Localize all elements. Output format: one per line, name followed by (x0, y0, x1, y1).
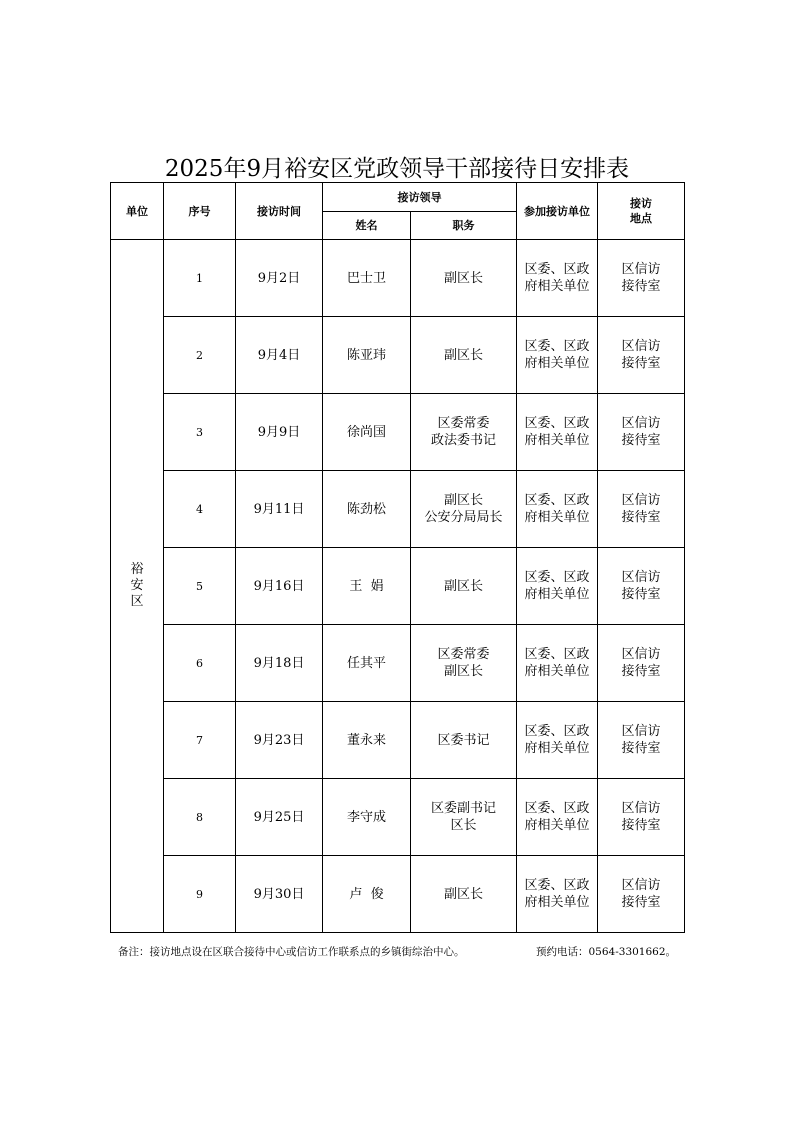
header-unit: 单位 (111, 183, 164, 240)
name-cell: 任其平 (323, 625, 411, 702)
participants-line: 区委、区政 (524, 878, 590, 893)
participants-line: 区委、区政 (524, 647, 590, 662)
header-name: 姓名 (323, 212, 411, 240)
position-cell (411, 471, 517, 548)
position-cell (411, 856, 517, 933)
location-line: 区信访 (621, 801, 661, 816)
header-participants: 参加接访单位 (517, 183, 598, 240)
header-location-line1: 接访 (630, 197, 652, 210)
name-cell: 陈亚玮 (323, 317, 411, 394)
location-cell (598, 625, 685, 702)
position-line: 区委常委 (437, 416, 490, 431)
position-line: 区委常委 (437, 647, 490, 662)
participants-cell (517, 702, 598, 779)
seq-cell: 7 (164, 702, 236, 779)
seq-cell: 2 (164, 317, 236, 394)
location-line: 区信访 (621, 570, 661, 585)
participants-line: 府相关单位 (524, 433, 590, 448)
participants-cell (517, 779, 598, 856)
participants-line: 府相关单位 (524, 818, 590, 833)
participants-line: 区委、区政 (524, 416, 590, 431)
table-row (111, 240, 685, 317)
name-cell: 王 娟 (323, 548, 411, 625)
seq-cell: 9 (164, 856, 236, 933)
position-cell (411, 317, 517, 394)
participants-line: 府相关单位 (524, 587, 590, 602)
schedule-table (110, 182, 685, 933)
table-row (111, 779, 685, 856)
position-line: 副区长 (443, 347, 483, 363)
location-cell (598, 856, 685, 933)
participants-line: 府相关单位 (524, 741, 590, 756)
participants-cell (517, 317, 598, 394)
location-line: 接待室 (621, 741, 661, 756)
unit-char: 安 (130, 578, 144, 593)
location-line: 区信访 (621, 339, 661, 354)
location-line: 接待室 (621, 356, 661, 371)
participants-line: 府相关单位 (524, 356, 590, 371)
phone-text: 预约电话：0564-3301662。 (536, 946, 677, 958)
location-line: 接待室 (621, 433, 661, 448)
name-cell: 卢 俊 (323, 856, 411, 933)
location-cell (598, 779, 685, 856)
header-leader-group: 接访领导 (323, 183, 517, 212)
name-cell: 董永来 (323, 702, 411, 779)
table-row (111, 471, 685, 548)
position-line: 副区长 (443, 664, 483, 679)
participants-cell (517, 394, 598, 471)
location-line: 区信访 (621, 878, 661, 893)
location-cell (598, 548, 685, 625)
seq-cell: 5 (164, 548, 236, 625)
date-cell: 9月30日 (236, 856, 323, 933)
table-row (111, 548, 685, 625)
participants-line: 区委、区政 (524, 801, 590, 816)
participants-cell (517, 471, 598, 548)
participants-line: 区委、区政 (524, 493, 590, 508)
location-line: 区信访 (621, 262, 661, 277)
location-line: 接待室 (621, 279, 661, 294)
location-cell (598, 240, 685, 317)
name-cell: 李守成 (323, 779, 411, 856)
position-line: 政法委书记 (430, 433, 496, 448)
participants-cell (517, 856, 598, 933)
location-cell (598, 317, 685, 394)
position-line: 副区长 (443, 270, 483, 286)
date-cell: 9月16日 (236, 548, 323, 625)
table-row (111, 625, 685, 702)
participants-cell (517, 625, 598, 702)
position-line: 副区长 (443, 493, 483, 508)
unit-char: 裕 (130, 562, 144, 577)
seq-cell: 4 (164, 471, 236, 548)
name-cell: 陈劲松 (323, 471, 411, 548)
name-cell: 徐尚国 (323, 394, 411, 471)
table-row (111, 317, 685, 394)
participants-line: 区委、区政 (524, 724, 590, 739)
position-line: 副区长 (443, 886, 483, 902)
participants-cell (517, 240, 598, 317)
remark-text: 备注：接访地点设在区联合接待中心或信访工作联系点的乡镇街综治中心。 (118, 946, 465, 958)
location-cell (598, 702, 685, 779)
location-cell (598, 471, 685, 548)
location-line: 接待室 (621, 664, 661, 679)
position-cell (411, 702, 517, 779)
header-position: 职务 (411, 212, 517, 240)
footnote (118, 944, 678, 959)
date-cell: 9月4日 (236, 317, 323, 394)
position-line: 区长 (450, 818, 477, 833)
location-line: 区信访 (621, 493, 661, 508)
location-line: 接待室 (621, 510, 661, 525)
position-line: 区委副书记 (430, 801, 496, 816)
position-cell (411, 240, 517, 317)
seq-cell: 1 (164, 240, 236, 317)
position-cell (411, 779, 517, 856)
participants-line: 区委、区政 (524, 570, 590, 585)
date-cell: 9月11日 (236, 471, 323, 548)
name-cell: 巴士卫 (323, 240, 411, 317)
location-line: 接待室 (621, 587, 661, 602)
participants-line: 府相关单位 (524, 664, 590, 679)
date-cell: 9月25日 (236, 779, 323, 856)
unit-cell (111, 240, 164, 933)
location-line: 区信访 (621, 724, 661, 739)
seq-cell: 3 (164, 394, 236, 471)
document-title: 2025年9月裕安区党政领导干部接待日安排表 (164, 156, 630, 182)
header-location-line2: 地点 (630, 212, 652, 225)
position-cell (411, 625, 517, 702)
header-seq: 序号 (164, 183, 236, 240)
date-cell: 9月9日 (236, 394, 323, 471)
table-row (111, 702, 685, 779)
location-line: 区信访 (621, 416, 661, 431)
participants-line: 府相关单位 (524, 895, 590, 910)
date-cell: 9月23日 (236, 702, 323, 779)
seq-cell: 8 (164, 779, 236, 856)
schedule-body (111, 240, 685, 933)
location-line: 区信访 (621, 647, 661, 662)
position-line: 公安分局局长 (424, 510, 503, 525)
location-line: 接待室 (621, 818, 661, 833)
participants-line: 府相关单位 (524, 510, 590, 525)
header-location (598, 183, 685, 240)
participants-line: 府相关单位 (524, 279, 590, 294)
table-row (111, 856, 685, 933)
position-cell (411, 394, 517, 471)
position-line: 区委书记 (437, 732, 490, 748)
participants-line: 区委、区政 (524, 262, 590, 277)
table-row (111, 394, 685, 471)
position-cell (411, 548, 517, 625)
participants-line: 区委、区政 (524, 339, 590, 354)
date-cell: 9月18日 (236, 625, 323, 702)
position-line: 副区长 (443, 578, 483, 594)
location-line: 接待室 (621, 895, 661, 910)
date-cell: 9月2日 (236, 240, 323, 317)
unit-char: 区 (130, 594, 144, 609)
header-time: 接访时间 (236, 183, 323, 240)
location-cell (598, 394, 685, 471)
participants-cell (517, 548, 598, 625)
seq-cell: 6 (164, 625, 236, 702)
